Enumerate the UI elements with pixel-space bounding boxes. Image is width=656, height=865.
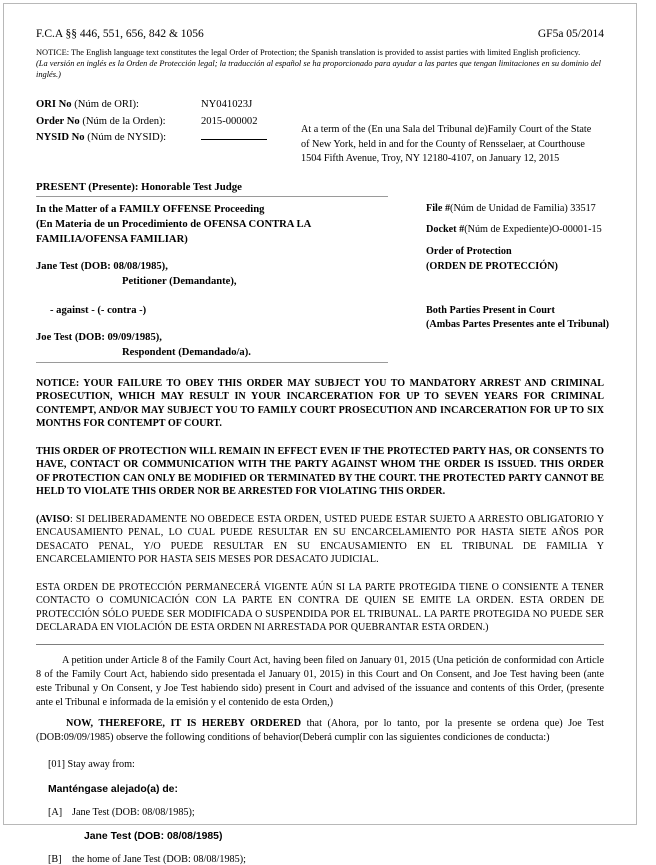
condition-01 bbox=[36, 759, 604, 770]
condition-01-sub-b-code: [B] bbox=[48, 854, 62, 865]
language-notice-english: NOTICE: The English language text constitutes the legal Order of Protection; the Spanish translation is provided to assist parties with limited English proficiency. bbox=[36, 48, 581, 57]
petitioner-role: Petitioner (Demandante), bbox=[122, 275, 237, 287]
petitioner-name: Jane Test (DOB: 08/08/1985), bbox=[36, 260, 168, 272]
order-title-es bbox=[426, 260, 656, 275]
condition-01-sub-a bbox=[36, 807, 604, 818]
order-number-label-en: Order No bbox=[36, 115, 80, 127]
statute-citation: F.C.A §§ 446, 551, 656, 842 & 1056 bbox=[36, 28, 204, 40]
form-number: GF5a 05/2014 bbox=[537, 28, 604, 40]
ori-label bbox=[36, 97, 201, 113]
condition-01-sub-a-code: [A] bbox=[48, 807, 63, 819]
condition-01-spanish: Manténgase alejado(a) de: bbox=[48, 784, 178, 796]
nysid-label-es: (Núm de NYSID): bbox=[87, 132, 167, 144]
nysid-blank-line bbox=[201, 132, 267, 140]
ori-value: NY041023J bbox=[201, 99, 253, 111]
docket-number-value: O-00001-15 bbox=[551, 224, 602, 236]
aviso-prefix: (AVISO bbox=[36, 513, 71, 525]
file-number-value: 33517 bbox=[570, 202, 596, 214]
nysid-value bbox=[201, 130, 267, 146]
order-number-label-es: (Núm de la Orden): bbox=[82, 115, 166, 127]
document-content bbox=[36, 28, 610, 865]
condition-01-sub-b bbox=[36, 854, 604, 865]
condition-01-text: Stay away from: bbox=[67, 759, 135, 771]
appearance-en: Both Parties Present in Court bbox=[426, 304, 555, 316]
matter-line-2: (En Materia de un Procedimiento de OFENSA CONTRA LA bbox=[36, 218, 312, 230]
section-divider bbox=[36, 644, 604, 645]
warning-arrest-spanish bbox=[36, 513, 604, 567]
ori-row bbox=[36, 97, 604, 113]
condition-01-code: [01] bbox=[48, 759, 65, 771]
order-title-en-text: Order of Protection bbox=[426, 246, 512, 258]
identifier-block bbox=[36, 97, 604, 165]
matter-line-1: In the Matter of a FAMILY OFFENSE Proceeding bbox=[36, 203, 265, 215]
appearance-es: (Ambas Partes Presentes ante el Tribunal) bbox=[426, 318, 610, 330]
docket-number-label-es: (Núm de Expediente) bbox=[464, 224, 552, 236]
respondent-name: Joe Test (DOB: 09/09/1985), bbox=[36, 331, 162, 343]
warning-arrest-english: NOTICE: YOUR FAILURE TO OBEY THIS ORDER MAY SUBJECT YOU TO MANDATORY ARREST AND CRIMINAL PROSECUTION, WHICH MAY RESULT IN YOUR INCARCERATION FOR UP TO SEVEN YEARS FOR CRIMINAL CONTEMPT, AND/OR MAY SUBJECT YOU TO FAMILY COURT PROSECUTION AND INCARCERATION FOR UP TO SIX MONTHS FOR CONTEMPT OF COURT. bbox=[36, 377, 604, 430]
order-number-label bbox=[36, 114, 201, 130]
respondent-role: Respondent (Demandado/a). bbox=[122, 346, 251, 358]
matter-line-3: FAMILIA/OFENSA FAMILIAR) bbox=[36, 233, 188, 245]
language-notice-spanish: (La versión en inglés es la Orden de Protección legal; la traducción al español se ha proporcionado para ayudar a las partes que tengan limitaciones en su dominio del inglés.) bbox=[36, 59, 601, 80]
ori-label-es: (Núm de ORI): bbox=[74, 99, 139, 111]
case-caption bbox=[36, 202, 610, 363]
condition-01-sub-a-text: Jane Test (DOB: 08/08/1985); bbox=[72, 807, 195, 819]
ordered-paragraph bbox=[36, 717, 604, 745]
caption-right-column bbox=[426, 202, 656, 332]
file-number-label-es: (Núm de Unidad de Familia) bbox=[450, 202, 568, 214]
order-title-es-text: (ORDEN DE PROTECCIÓN) bbox=[426, 260, 558, 272]
document-header bbox=[36, 28, 604, 40]
petition-paragraph: A petition under Article 8 of the Family Court Act, having been filed on January 01, 2015 (Una petición de conformidad con Article 8 of the Family Court Act, habiendo sido presentada el January 01, 2015) in this Court and On Consent, and Joe Test having been (ante este Tribunal y On Consent, y Joe Test habiendo sido) present in Court and advised of the issuance and contents of this Order, (presente ante el Tribunal e informada de la emisión y el contenido de esta Orden,) bbox=[36, 655, 604, 709]
file-number-label-en: File # bbox=[426, 202, 451, 214]
warning-remain-in-effect-spanish: ESTA ORDEN DE PROTECCIÓN PERMANECERÁ VIGENTE AÚN SI LA PARTE PROTEGIDA TIENE O CONSIENTE A TENER CONTACTO O COMUNICACIÓN CON LA PARTE EN CONTRA DE QUIEN SE EMITE LA ORDEN. ESTA ORDEN DE PROTECCIÓN SÓLO PUEDE SER MODIFICADA O SUSPENDIDA POR EL TRIBUNAL. LA PARTE PROTEGIDA NO PUEDE SER DECLARADA EN VIOLACIÓN DE ESTA ORDEN NI ARRESTADA POR QUEBRANTAR ESTA ORDEN.) bbox=[36, 581, 604, 634]
ordered-heading: NOW, THEREFORE, IT IS HEREBY ORDERED bbox=[66, 718, 302, 730]
against-separator: - against - (- contra -) bbox=[50, 304, 147, 316]
caption-left-column bbox=[36, 202, 388, 363]
aviso-body-1: : SI DELIBERADAMENTE NO OBEDECE ESTA ORDEN, USTED PUEDE ESTAR SUJETO A ARRESTO OBLIGATORIO Y ENCAUSAMIENTO PENAL, LO CUAL PUEDE RESULTAR EN SU ENCARCELAMIENTO POR HASTA SIETE AÑOS POR DESACATO PENAL, Y/O PUEDE RESULTAR EN SU ENCAUSAMIENTO EN EL TRIBUNAL DE FAMILIA Y ENCARCELAMIENTO POR HASTA SEIS MESES POR DESACATO JUDICIAL. bbox=[36, 513, 604, 566]
ori-label-en: ORI No bbox=[36, 99, 72, 111]
judge-name: Honorable Test Judge bbox=[141, 180, 242, 193]
appearance-block bbox=[426, 304, 656, 332]
file-number-row bbox=[426, 202, 656, 217]
docket-number-label-en: Docket # bbox=[426, 224, 465, 236]
order-title-en bbox=[426, 245, 656, 260]
docket-number-row bbox=[426, 223, 656, 238]
condition-01-sub-b-text: the home of Jane Test (DOB: 08/08/1985); bbox=[72, 854, 246, 865]
caption-divider bbox=[36, 362, 388, 363]
present-line bbox=[36, 181, 604, 193]
court-term-block: At a term of the (En una Sala del Tribunal de)Family Court of the State of New York, held in and for the County of Rensselaer, at Courthouse 1504 Fifth Avenue, Troy, NY 12180-4107, on January 12, 2015 bbox=[301, 124, 592, 165]
nysid-label-en: NYSID No bbox=[36, 132, 85, 144]
ordered-text: that (Ahora, por lo tanto, por la presente se ordena que) Joe Test (DOB:09/09/1985) observe the following conditions of behavior(Deberá cumplir con las siguientes condiciones de conducta:) bbox=[36, 718, 604, 744]
condition-01-sub-a-spanish: Jane Test (DOB: 08/08/1985) bbox=[84, 831, 223, 843]
present-divider bbox=[36, 196, 388, 197]
warning-remain-in-effect-english: THIS ORDER OF PROTECTION WILL REMAIN IN EFFECT EVEN IF THE PROTECTED PARTY HAS, OR CONSENTS TO HAVE, CONTACT OR COMMUNICATION WITH THE PARTY AGAINST WHOM THE ORDER IS ISSUED. THIS ORDER OF PROTECTION CAN ONLY BE MODIFIED OR TERMINATED BY THE COURT. THE PROTECTED PARTY CANNOT BE HELD TO VIOLATE THIS ORDER NOR BE ARRESTED FOR VIOLATING THIS ORDER. bbox=[36, 445, 604, 498]
order-number-value: 2015-000002 bbox=[201, 115, 258, 127]
nysid-label bbox=[36, 130, 201, 146]
present-label: PRESENT (Presente): bbox=[36, 180, 139, 193]
